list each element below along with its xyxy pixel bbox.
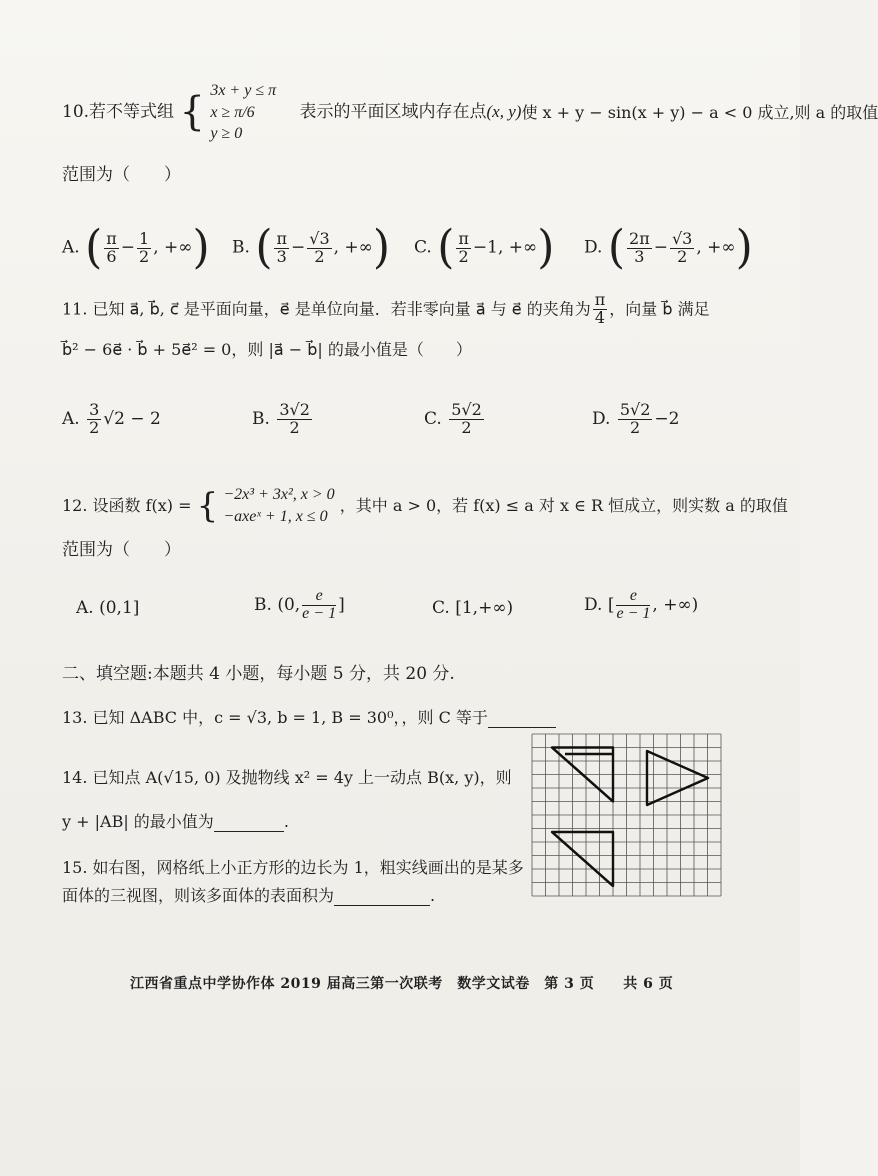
q14-line2: y + |AB| 的最小值为 . bbox=[62, 812, 289, 831]
three-view-grid-figure bbox=[532, 734, 732, 904]
q14-line1: 14. 已知点 A(√15, 0) 及抛物线 x² = 4y 上一动点 B(x, y)，则 bbox=[62, 768, 512, 787]
q11-line2: b⃗² − 6e⃗ · b⃗ + 5e⃗² = 0，则 |a⃗ − b⃗| 的最小值是（ ） bbox=[62, 340, 472, 359]
q10-option-a[interactable]: A. ( $\frac{\pi}{6}$ − $\frac{1}{2}$ , +∞) bbox=[62, 220, 210, 275]
question-12: 12. 设函数 f(x) = { −2x³ + 3x², x > 0 −axeˣ + 1, x ≤ 0 ，其中 a > 0，若 f(x) ≤ a 对 x ∈ R 恒成立，则实数 a 的取值 bbox=[62, 485, 788, 526]
q12-lead: 12. 设函数 f(x) = bbox=[62, 496, 192, 515]
question-11: 11. 已知 a⃗, b⃗, c⃗ 是平面向量，e⃗ 是单位向量．若非零向量 a⃗ 与 e⃗ 的夹角为 $\frac{\pi}{4}$ ，向量 b⃗ 满足 bbox=[62, 290, 710, 327]
q10-point: (x, y) bbox=[486, 102, 522, 122]
q10-ineq-1: 3x + y ≤ π bbox=[210, 82, 277, 99]
q11-line1a: 11. 已知 a⃗, b⃗, c⃗ 是平面向量，e⃗ 是单位向量．若非零向量 a⃗ 与 e⃗ 的夹角为 bbox=[62, 299, 591, 319]
q12-tail: ，其中 a > 0，若 f(x) ≤ a 对 x ∈ R 恒成立，则实数 a 的取值 bbox=[339, 496, 788, 515]
q14-answer-blank[interactable] bbox=[214, 812, 284, 832]
section-2-heading: 二、填空题:本题共 4 小题，每小题 5 分，共 20 分. bbox=[62, 664, 455, 684]
q15-answer-blank[interactable] bbox=[334, 886, 430, 906]
page-footer: 江西省重点中学协作体 2019 届高三第一次联考 数学文试卷 第 3 页 共 6 页 bbox=[130, 976, 674, 992]
q12-option-c[interactable]: C. [1,+∞) bbox=[432, 598, 514, 618]
q10-ineq-3: y ≥ 0 bbox=[210, 125, 243, 143]
q10-ineq-2: x ≥ π/6 bbox=[210, 103, 255, 121]
q10-mid: 表示的平面区域内存在点 bbox=[299, 102, 487, 123]
q12-continuation: 范围为（ ） bbox=[62, 540, 181, 560]
q12-options bbox=[62, 588, 762, 638]
q12-cases: −2x³ + 3x², x > 0 −axeˣ + 1, x ≤ 0 bbox=[223, 486, 335, 525]
question-13: 13. 已知 ΔABC 中，c = √3, b = 1, B = 30⁰，，则 C 等于 bbox=[62, 708, 556, 728]
q15-line2: 面体的三视图，则该多面体的表面积为 . bbox=[62, 886, 436, 905]
q12-option-a[interactable]: A. (0,1] bbox=[76, 598, 140, 618]
q10-system bbox=[210, 80, 276, 145]
q10-option-c[interactable]: C. ( $\frac{\pi}{2}$ −1, +∞) bbox=[414, 220, 555, 275]
q15-line1: 15. 如右图，网格纸上小正方形的边长为 1，粗实线画出的是某多 bbox=[62, 858, 524, 877]
q11-option-b[interactable]: B. $\frac{3√2}{2}$ bbox=[252, 400, 310, 437]
side-view-outline bbox=[647, 751, 708, 805]
q10-options bbox=[62, 206, 762, 275]
q10-option-d[interactable]: D. ( $\frac{2\pi}{3}$ − $\frac{√3}{2}$ , +∞) bbox=[584, 220, 753, 275]
q13-answer-blank[interactable] bbox=[488, 708, 556, 728]
q11-option-d[interactable]: D. $\frac{5√2}{2}$ −2 bbox=[592, 400, 680, 437]
q10-condition: 使 x + y − sin(x + y) − a < 0 成立,则 a 的取值 bbox=[521, 102, 878, 122]
q11-option-c[interactable]: C. $\frac{5√2}{2}$ bbox=[424, 400, 482, 437]
q11-option-a[interactable]: A. $\frac{3}{2}$ √2 − 2 bbox=[62, 400, 161, 437]
q12-option-d[interactable]: D. [ $\frac{e}{e - 1}$ , +∞) bbox=[584, 587, 699, 622]
q11-line1b: ，向量 b⃗ 满足 bbox=[609, 299, 710, 319]
q10-continuation: 范围为（ ） bbox=[62, 165, 181, 185]
q11-options bbox=[62, 402, 762, 454]
q12-option-b[interactable]: B. (0, $\frac{e}{e - 1}$ ] bbox=[254, 587, 345, 622]
q10-lead: 10.若不等式组 bbox=[62, 102, 175, 123]
question-10: 10.若不等式组 { 3x + y ≤ π x ≥ π/6 y ≥ 0 表示的平面区域内存在点(x, y)使 x + y − sin(x + y) − a < 0 成立,则 a 的取值 bbox=[62, 80, 878, 145]
q10-option-b[interactable]: B. ( $\frac{\pi}{3}$ − $\frac{√3}{2}$ , +∞) bbox=[232, 220, 391, 275]
